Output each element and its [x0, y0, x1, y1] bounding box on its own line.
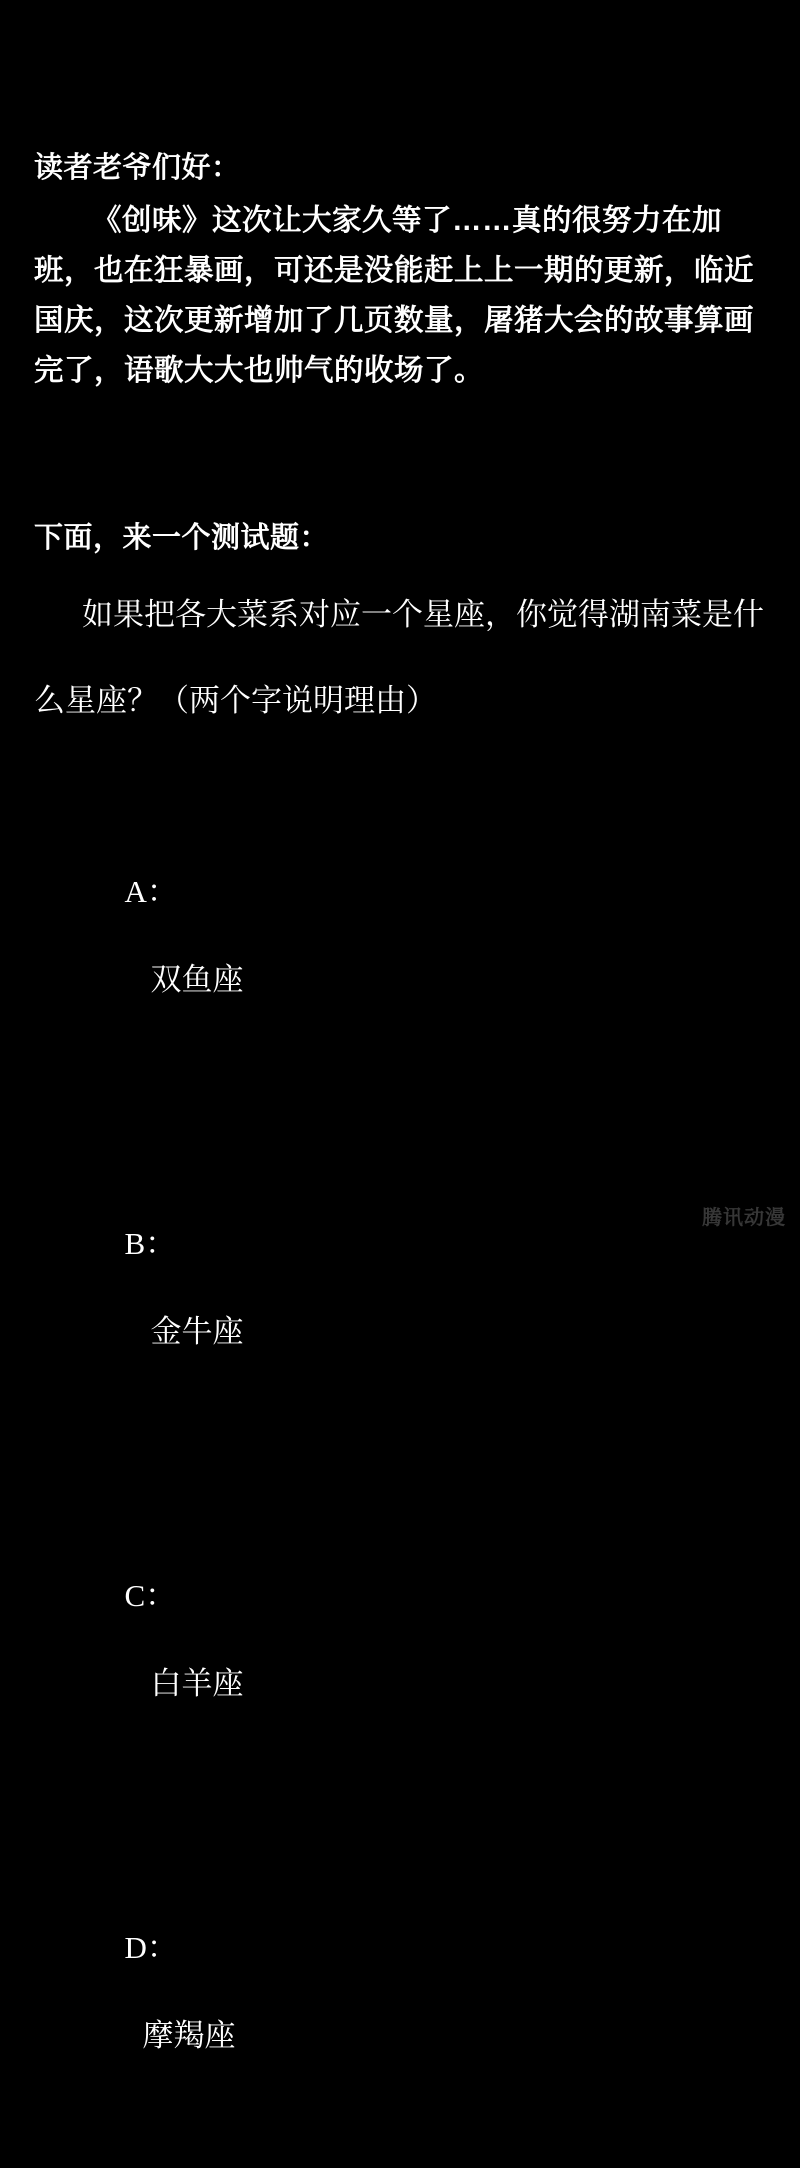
quiz-option-c-label: 白羊座	[150, 1666, 244, 1701]
quiz-option-d-label: 摩羯座	[142, 2018, 236, 2053]
quiz-option-b[interactable]	[78, 1112, 678, 1464]
author-note-body: 《创味》这次让大家久等了……真的很努力在加班，也在狂暴画，可还是没能赶上上一期的更新，临近国庆，这次更新增加了几页数量，屠猪大会的故事算画完了，语歌大大也帅气的收场了。	[34, 204, 755, 387]
quiz-option-a[interactable]	[78, 760, 678, 1112]
quiz-option-c-key: C：	[124, 1578, 177, 1613]
quiz-option-c[interactable]	[78, 1464, 678, 1816]
quiz-options-list	[78, 760, 678, 2168]
quiz-option-a-label: 双鱼座	[150, 962, 244, 997]
author-note-block	[34, 148, 774, 396]
quiz-option-a-key: A：	[124, 874, 178, 909]
quiz-option-d-key: D：	[124, 1930, 178, 1965]
quiz-option-b-label: 金牛座	[150, 1314, 244, 1349]
watermark-label: 腾讯动漫	[702, 1207, 786, 1229]
greeting-heading: 读者老爷们好：	[34, 152, 241, 184]
quiz-heading: 下面，来一个测试题：	[34, 522, 330, 554]
quiz-option-b-key: B：	[124, 1226, 177, 1261]
quiz-block	[34, 518, 778, 744]
quiz-option-d[interactable]	[78, 1816, 678, 2168]
quiz-question-text: 如果把各大菜系对应一个星座，你觉得湖南菜是什么星座？（两个字说明理由）	[34, 597, 764, 718]
